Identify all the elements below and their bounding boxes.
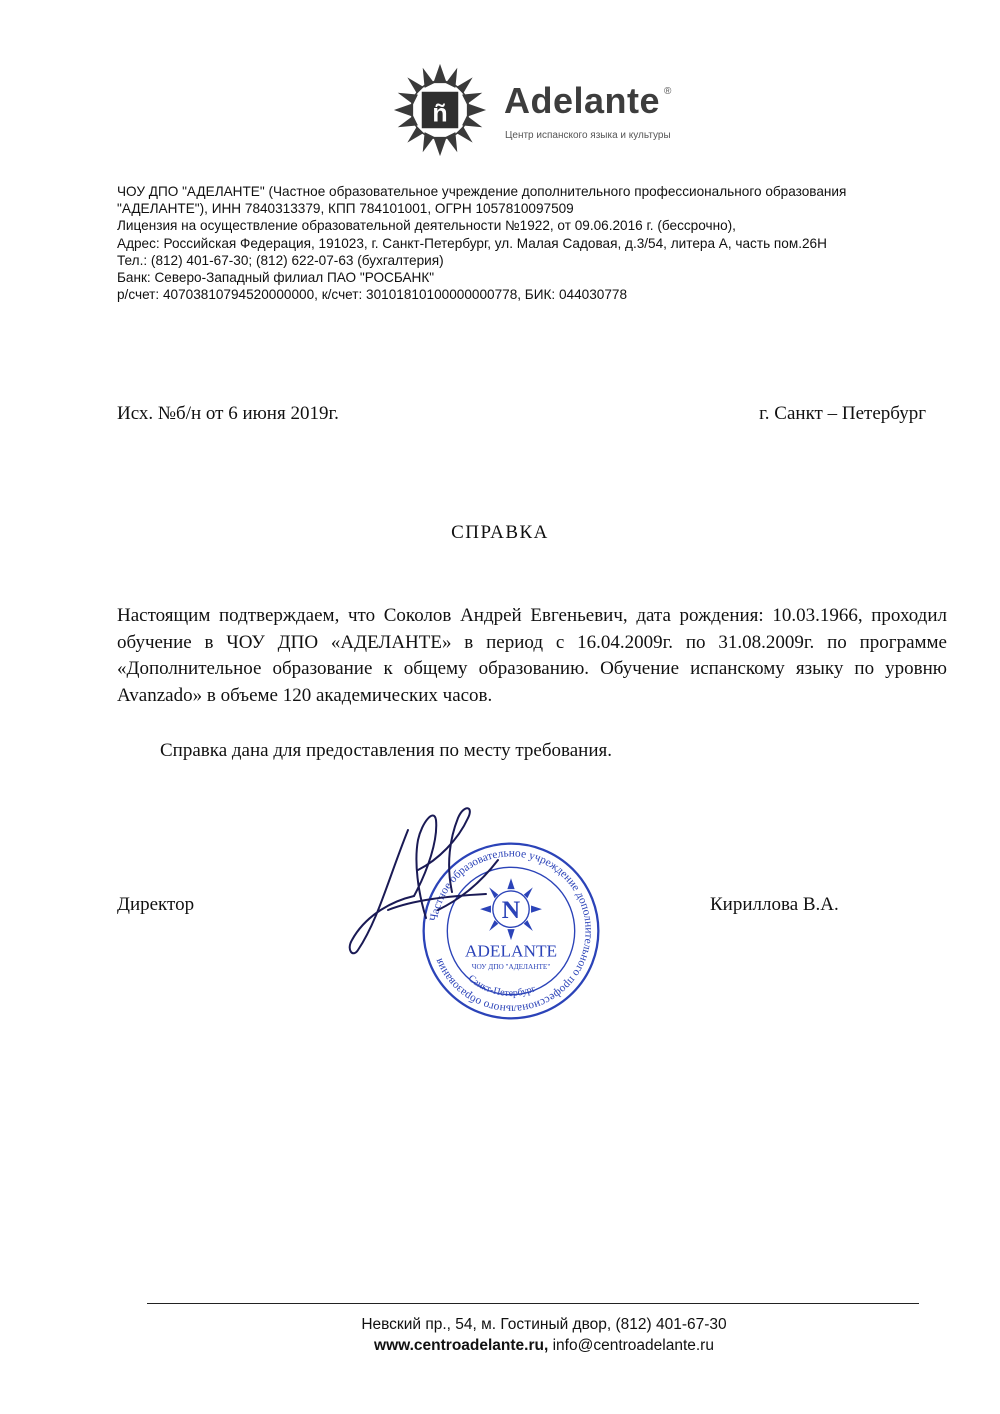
footer-contacts — [0, 1337, 1000, 1355]
requisites-line: Лицензия на осуществление образовательной деятельности №1922, от 09.06.2016 г. (бессрочно), — [117, 218, 736, 234]
stamp-letter: N — [501, 895, 521, 925]
document-title: СПРАВКА — [451, 522, 549, 543]
requisites-line: Банк: Северо-Западный филиал ПАО "РОСБАНК" — [117, 270, 435, 286]
requisites-line: Адрес: Российская Федерация, 191023, г. Санкт-Петербург, ул. Малая Садовая, д.3/54, литера А, часть пом.26Н — [117, 235, 827, 251]
requisites-line: р/счет: 40703810794520000000, к/счет: 30101810100000000778, БИК: 044030778 — [117, 287, 628, 303]
logo-mark-letter: ñ — [432, 99, 448, 128]
registered-mark: ® — [664, 86, 672, 97]
city: г. Санкт – Петербург — [759, 403, 926, 424]
signatory-name: Кириллова В.А. — [710, 894, 839, 915]
signatory-role: Директор — [117, 894, 195, 915]
stamp-bottom-text: Санкт-Петербург — [465, 972, 538, 999]
outgoing-number: Исх. №б/н от 6 июня 2019г. — [117, 403, 339, 424]
stamp-center-text: ADELANTE — [464, 941, 558, 961]
closing-sentence: Справка дана для предоставления по месту требования. — [160, 740, 613, 761]
footer-email-link[interactable]: info@centroadelante.ru — [548, 1337, 714, 1354]
footer-website-link[interactable]: www.centroadelante.ru, — [374, 1337, 549, 1354]
stamp-outer-text: Частное образовательное учреждение дополнительного профессионального образования — [428, 847, 595, 1015]
body-paragraph: Настоящим подтверждаем, что Соколов Андрей Евгеньевич, дата рождения: 10.03.1966, проходил обучение в ЧОУ ДПО «АДЕЛАНТЕ» в период с 16.04.2009г. по 31.08.2009г. по программе «Дополнительное образование к общему образованию. Обучение испанскому языку по уровню Avanzado» в объеме 120 академических часов. — [117, 605, 947, 706]
requisites-line: Тел.: (812) 401-67-30; (812) 622-07-63 (бухгалтерия) — [117, 252, 444, 268]
organization-requisites — [117, 183, 977, 303]
brand-tagline: Центр испанского языка и культуры — [505, 130, 671, 141]
footer-divider — [147, 1303, 919, 1304]
brand-name: Adelante — [504, 80, 661, 121]
requisites-line: "АДЕЛАНТЕ"), ИНН 7840313379, КПП 784101001, ОГРН 1057810097509 — [117, 201, 574, 217]
stamp-inner-text: ЧОУ ДПО "АДЕЛАНТЕ" — [471, 963, 551, 972]
adelante-logo-icon — [392, 62, 488, 158]
requisites-line: ЧОУ ДПО "АДЕЛАНТЕ" (Частное образовательное учреждение дополнительного профессионального образования — [117, 184, 847, 199]
document-body — [117, 603, 947, 709]
handwritten-signature — [318, 800, 518, 960]
footer-address: Невский пр., 54, м. Гостиный двор, (812) 401-67-30 — [361, 1316, 727, 1333]
